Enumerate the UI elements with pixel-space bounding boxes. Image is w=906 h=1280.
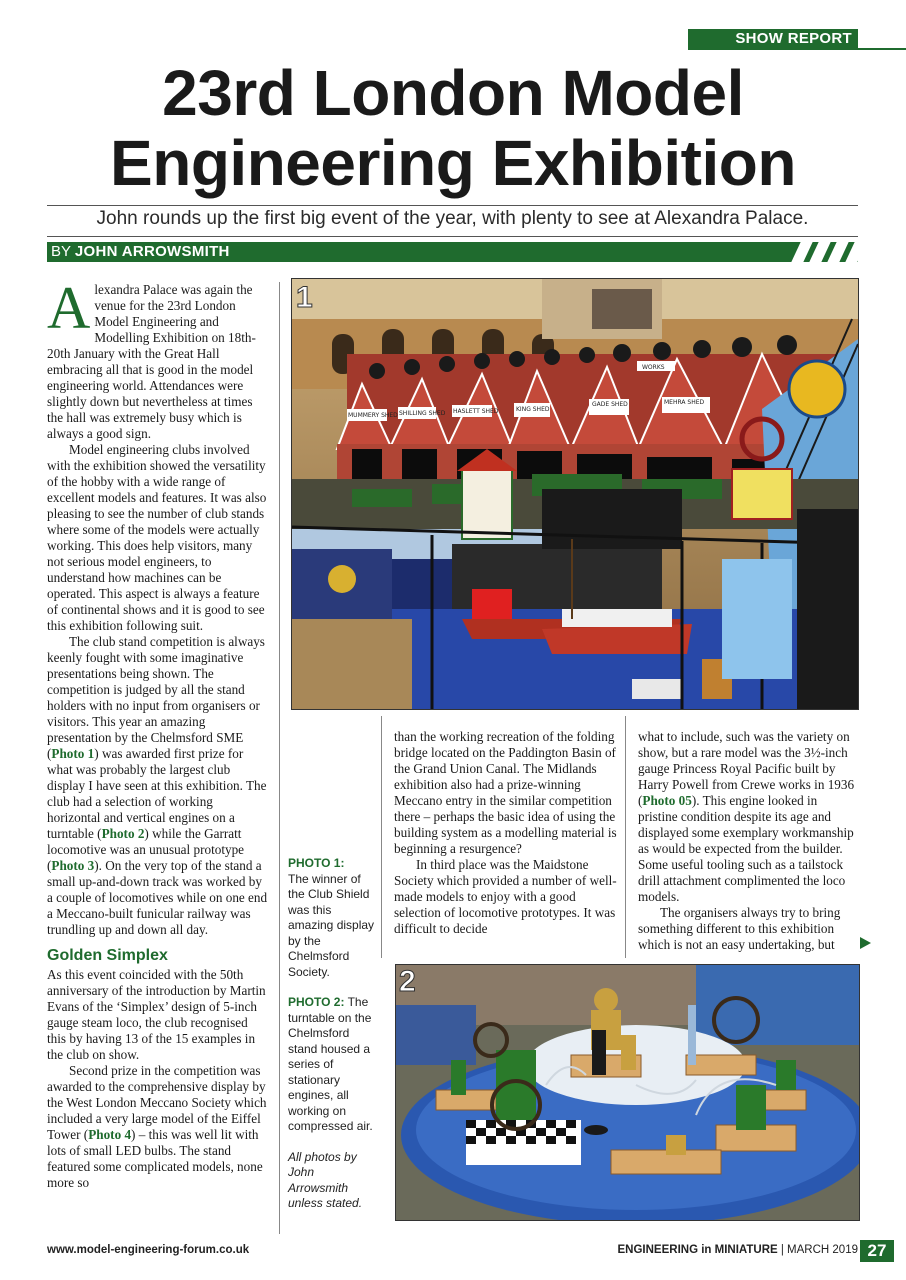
shed-sign: SHILLING SHED [399,410,446,417]
article-column-3 [394,729,619,937]
column-divider [625,716,626,958]
paragraph: than the working recreation of the folding bridge located on the Paddington Basin of the Grand Union Canal. The Midlands exhibition also had a prize-winning Meccano entry in the similar competition there – perhaps the basic idea of using the building system as a modelling material is beginning a resurgence? [394,729,617,856]
byline-bar [47,242,858,262]
photo-1 [291,278,859,710]
column-divider [381,716,382,958]
photo-credit: All photos by John Arrowsmith unless stated. [288,1149,363,1210]
paragraph: Model engineering clubs involved with the exhibition showed the versatility of the hobby with a wide range of excellent models and features. It was also pleasing to see the number of club stands where some of the models were actually working. This does help visitors, many not serious model engineers, to understand how machines can be operated. This aspect is always a feature of continental shows and it is good to see this exhibition following suit. [47,442,267,633]
title-line-1: 23rd London Model [162,57,744,129]
shed-sign: WORKS [642,364,665,371]
paragraph: what to include, such was the variety on show, but a rare model was the 3½-inch gauge Princess Royal Pacific built by Harry Powell from Crewe works in 1936 (Photo 05). This engine looked in pristine condition despite its age and displayed some exemplary workmanship as would be expected from the builder. Some useful tooling such as a tailstock drill attachment complimented the loco models. [638,729,855,904]
section-tag: SHOW REPORT [688,29,858,48]
paragraph: The club stand competition is always keenly fought with some imaginative presentations being shown. The competition is judged by all the stand holders with no input from organisers or visitors. This year an amazing presentation by the Chelmsford SME (Photo 1) was awarded first prize for what was probably the largest club display I have seen at this exhibition. The club had a selection of working horizontal and vertical engines on a turntable (Photo 2) while the Garratt locomotive was an unusual prototype (Photo 3). On the very top of the stand a small up-and-down track was worked by a couple of locomotives while on one end a Meccano-built funicular railway was trundling up and down all day. [47,634,268,937]
column-divider [279,282,280,1234]
section-tag-rule [688,48,906,50]
title-rule [47,205,858,206]
footer-issue [560,1244,858,1256]
paragraph: Second prize in the competition was awarded to the comprehensive display by the West London Meccano Society which included a very large model of the Eiffel Tower (Photo 4) – this was well lit with lots of small LED bulbs. The stand featured some complicated models, none more so [47,1063,267,1190]
photo-captions [288,856,376,1212]
photo-2-number: 2 [399,965,416,998]
paragraph: The organisers always try to bring something different to this exhibition which is not an easy undertaking, but [638,905,841,952]
caption-photo-1: PHOTO 1: The winner of the Club Shield was this amazing display by the Chelmsford Society. [288,856,375,979]
photo-1-image [292,279,858,709]
title-line-2: Engineering Exhibition [110,127,796,199]
shed-sign: HASLETT SHED [453,408,499,415]
byline-author: JOHN ARROWSMITH [74,243,230,260]
footer-magazine: ENGINEERING in MINIATURE [617,1244,778,1256]
page-number: 27 [860,1240,894,1262]
photo-ref: Photo 05 [642,793,692,808]
shed-sign: KING SHED [516,406,550,413]
photo-ref: Photo 3 [51,858,95,873]
shed-sign: MEHRA SHED [664,399,705,406]
footer-website: www.model-engineering-forum.co.uk [47,1244,250,1256]
shed-sign: GADE SHED [592,401,628,408]
shed-sign: MUMMERY SHED [348,412,398,419]
photo-ref: Photo 1 [51,746,95,761]
byline-prefix: BY [51,243,75,260]
drop-cap: A [47,275,91,341]
photo-2-image [396,965,859,1220]
photo-2 [395,964,860,1221]
standfirst: John rounds up the first big event of the year, with plenty to see at Alexandra Palace. [96,208,809,229]
photo-ref: Photo 4 [88,1127,132,1142]
standfirst-rule [47,236,858,237]
subheading: Golden Simplex [47,947,168,964]
photo-ref: Photo 2 [101,826,145,841]
photo-1-number: 1 [296,281,313,314]
caption-photo-2: PHOTO 2: The turntable on the Chelmsford stand housed a series of stationary engines, all working on compressed air. [288,995,373,1133]
article-column-1 [47,275,269,1191]
continue-arrow-icon [860,937,871,949]
footer-issue-date: | MARCH 2019 [777,1244,858,1256]
article-column-4 [638,729,858,953]
page-title [30,58,876,198]
paragraph: In third place was the Maidstone Society which provided a number of well-made models to enjoy with a good selection of locomotive prototypes. It was difficult to decide [394,857,617,936]
paragraph: As this event coincided with the 50th anniversary of the introduction by Martin Evans of the ‘Simplex’ design of 5-inch gauge steam loco, the club recognised this by having 13 of the 15 examples in the club on show. [47,967,266,1062]
byline-slashes [790,242,858,262]
paragraph: Alexandra Palace was again the venue for the 23rd London Model Engineering and Modelling Exhibition on 18th-20th January with the Great Hall embracing all that is good in the model engineering world. Attendances were slightly down but nevertheless at times the hall was extremely busy which is always a good sign. [47,275,256,441]
